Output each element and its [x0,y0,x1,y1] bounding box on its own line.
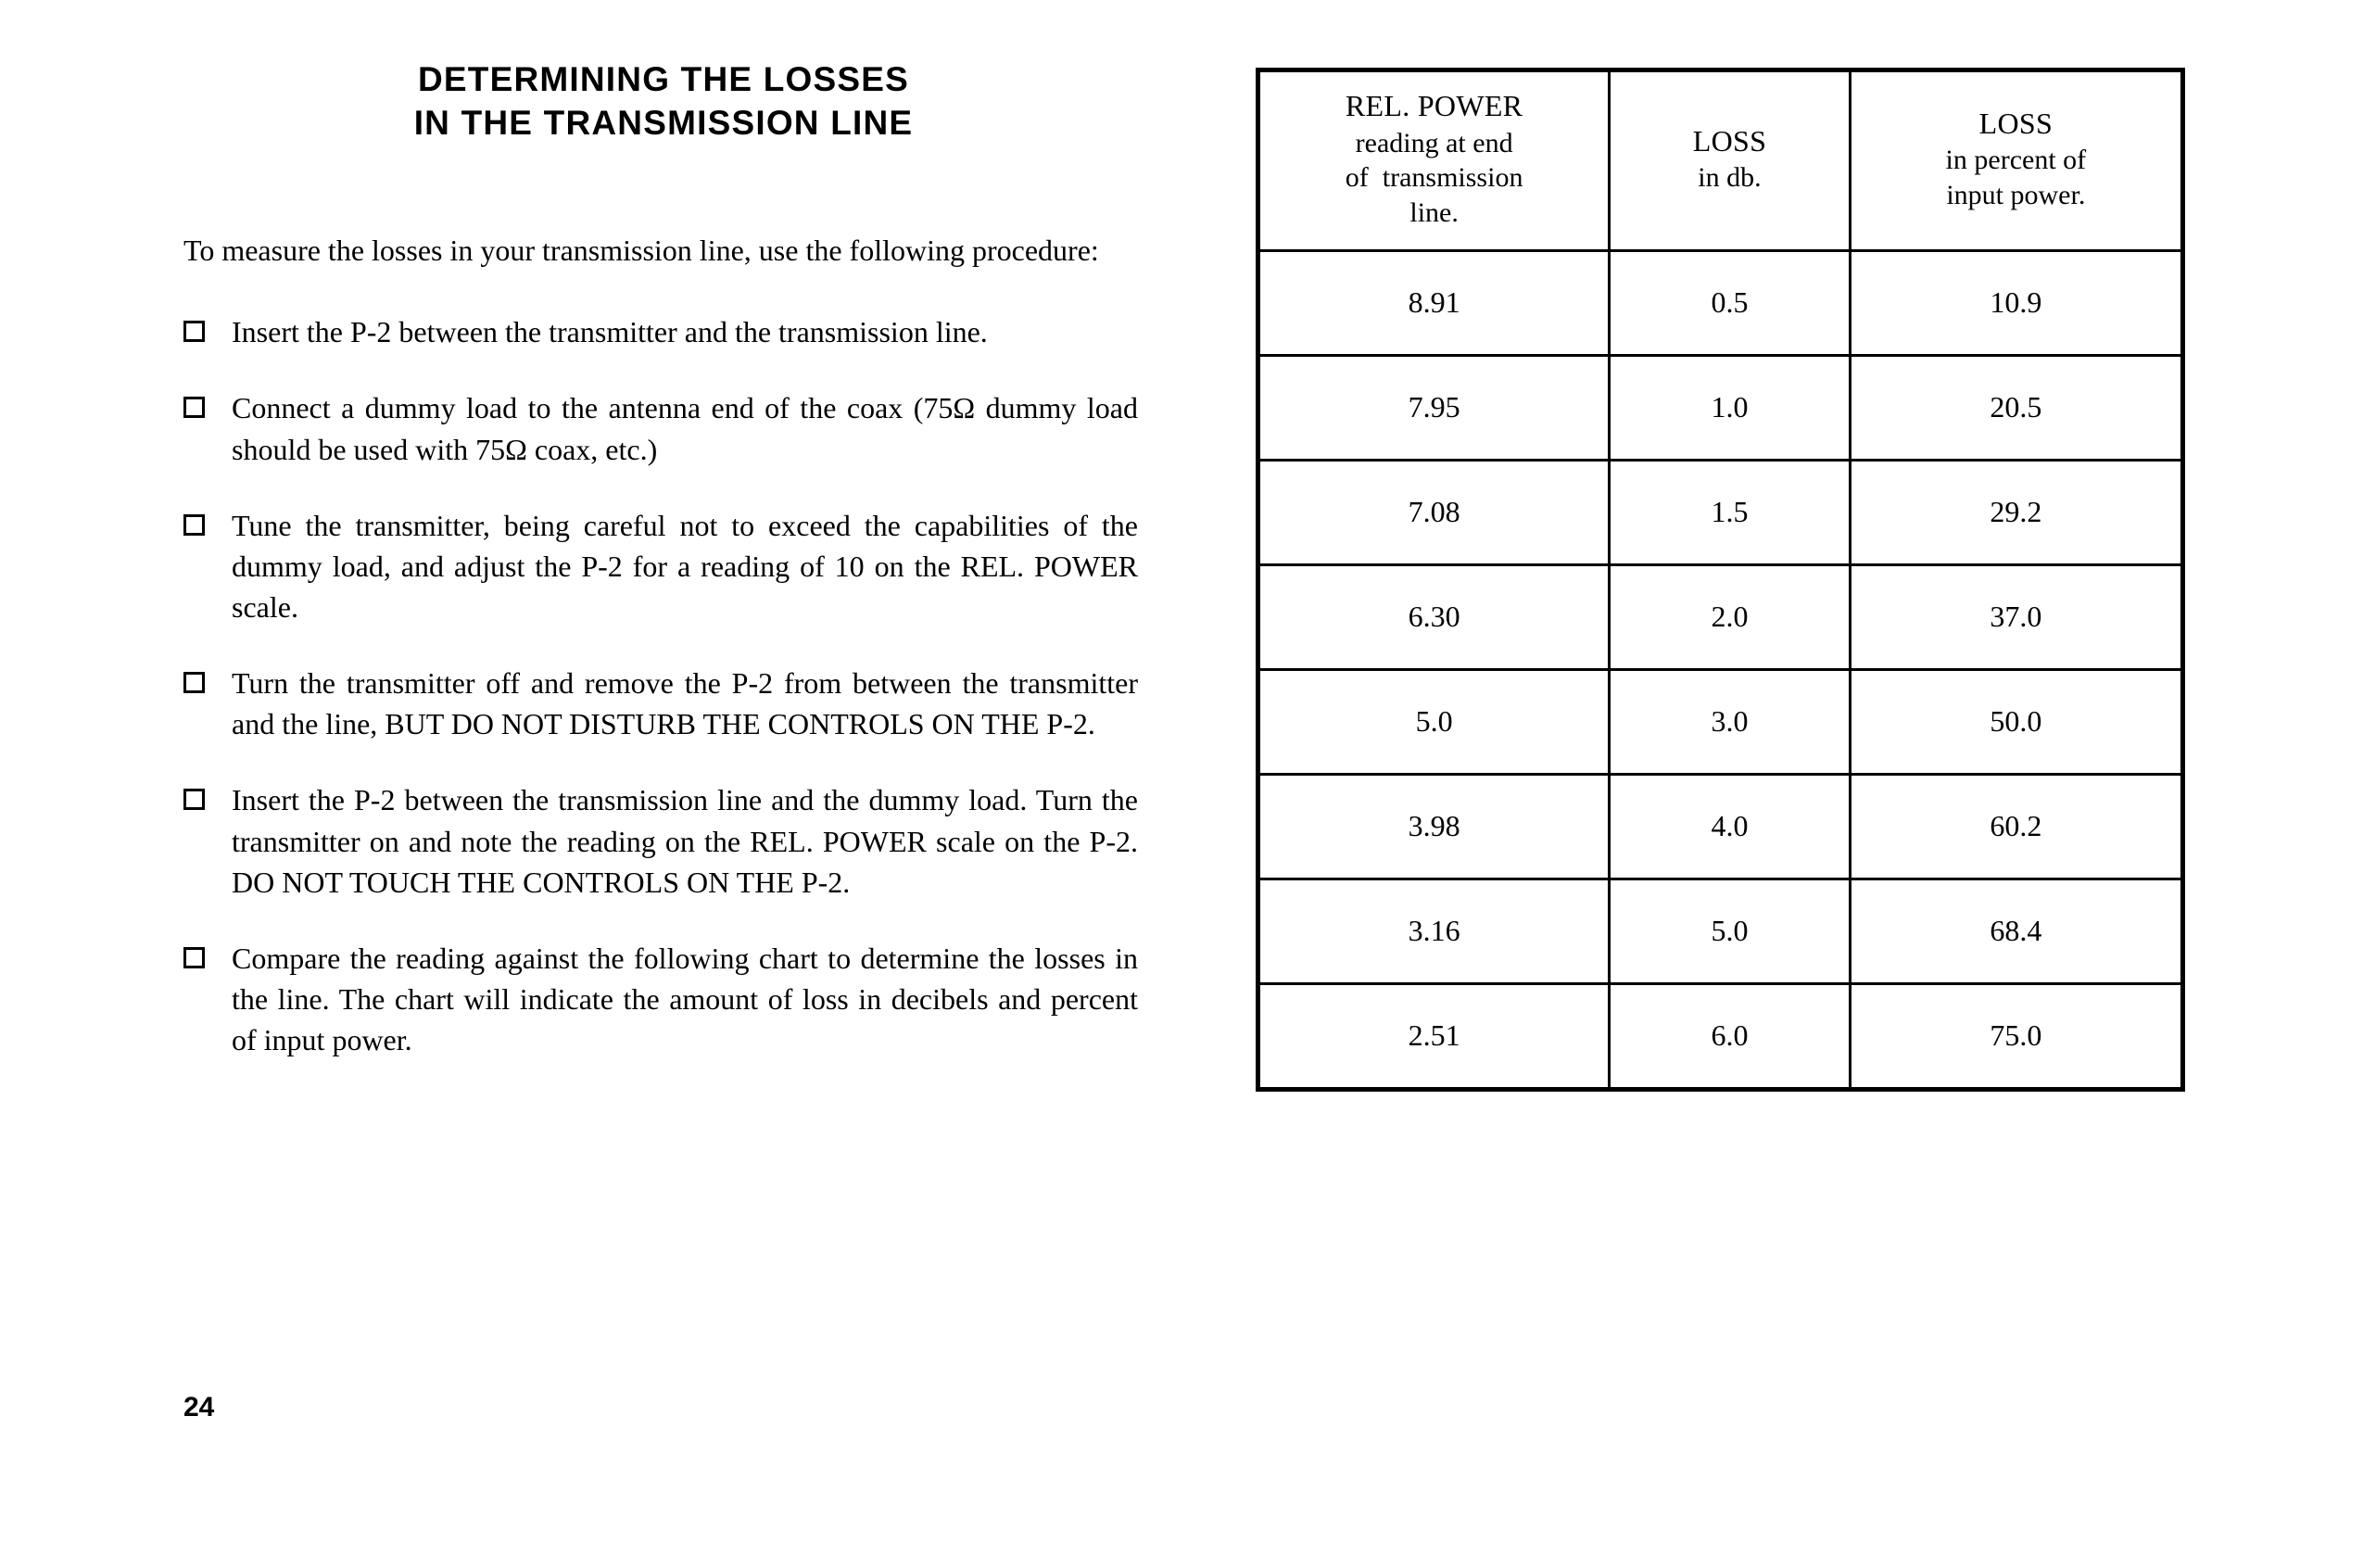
page-title [183,57,1138,145]
list-item [183,663,1138,744]
checkbox-step-4[interactable] [183,672,205,693]
loss-table [1256,68,2185,1092]
table-row [1258,774,2183,879]
cell-rel-power: 3.98 [1258,774,1610,879]
cell-loss-percent: 20.5 [1850,355,2182,460]
checkbox-step-6[interactable] [183,947,205,968]
column-header-sub-line-1: in db. [1698,162,1762,194]
column-header-main: REL. POWER [1345,89,1523,122]
list-item-label: Insert the P-2 between the transmitter and the transmission line. [232,315,988,349]
table-row [1258,460,2183,564]
intro-paragraph: To measure the losses in your transmission line, use the following procedure: [183,233,1099,267]
table-row [1258,669,2183,774]
article-body [183,57,1138,1095]
checkbox-step-1[interactable] [183,321,205,342]
cell-rel-power: 3.16 [1258,879,1610,983]
column-header-loss-db [1610,70,1850,251]
loss-chart [1256,68,2185,1092]
list-item-label: Compare the reading against the following chart to determine the losses in the line. The chart will indicate the amount of loss in decibels and percent of input power. [232,941,1138,1057]
cell-loss-percent: 29.2 [1850,460,2182,564]
checkbox-step-2[interactable] [183,397,205,418]
cell-rel-power: 5.0 [1258,669,1610,774]
cell-loss-db: 5.0 [1610,879,1850,983]
list-item [183,779,1138,902]
table-row [1258,355,2183,460]
column-header-sub-line-3: line. [1409,197,1459,229]
cell-loss-db: 1.0 [1610,355,1850,460]
checkbox-step-3[interactable] [183,514,205,536]
column-header-sub-line-2: of transmission [1345,162,1523,194]
cell-loss-percent: 75.0 [1850,983,2182,1089]
cell-rel-power: 6.30 [1258,564,1610,669]
cell-loss-percent: 10.9 [1850,250,2182,355]
list-item-label: Connect a dummy load to the antenna end of the coax (75Ω dummy load should be used with 75Ω coax, etc.) [232,391,1138,466]
procedure-list [183,311,1138,1060]
cell-loss-db: 1.5 [1610,460,1850,564]
table-row [1258,250,2183,355]
cell-rel-power: 8.91 [1258,250,1610,355]
cell-loss-percent: 68.4 [1850,879,2182,983]
cell-loss-percent: 50.0 [1850,669,2182,774]
cell-loss-percent: 60.2 [1850,774,2182,879]
cell-loss-db: 0.5 [1610,250,1850,355]
cell-loss-db: 3.0 [1610,669,1850,774]
cell-rel-power: 2.51 [1258,983,1610,1089]
list-item [183,311,1138,352]
column-header-main: LOSS [1978,106,2054,140]
column-header-sub-line-2: input power. [1946,180,2086,211]
column-header-main: LOSS [1692,123,1767,158]
cell-loss-percent: 37.0 [1850,564,2182,669]
table-row [1258,879,2183,983]
page-title-line-2: IN THE TRANSMISSION LINE [413,104,914,143]
page-title-line-1: DETERMINING THE LOSSES [417,60,910,98]
cell-rel-power: 7.95 [1258,355,1610,460]
cell-loss-db: 2.0 [1610,564,1850,669]
list-item [183,505,1138,627]
list-item [183,387,1138,469]
checkbox-step-5[interactable] [183,789,205,810]
column-header-loss-percent [1850,70,2182,251]
table-header-row [1258,70,2183,251]
column-header-sub-line-1: in percent of [1945,145,2087,176]
cell-loss-db: 6.0 [1610,983,1850,1089]
cell-rel-power: 7.08 [1258,460,1610,564]
column-header-sub-line-1: reading at end [1355,127,1513,158]
list-item-label: Turn the transmitter off and remove the P-2 from between the transmitter and the line, BUT DO NOT DISTURB THE CONTROLS ON THE P-2. [232,666,1138,741]
table-row [1258,983,2183,1089]
list-item [183,938,1138,1060]
table-row [1258,564,2183,669]
list-item-label: Tune the transmitter, being careful not to exceed the capabilities of the dummy load, and adjust the P-2 for a reading of 10 on the REL. POWER scale. [232,508,1138,625]
page-number: 24 [183,1392,215,1423]
column-header-rel-power [1258,70,1610,251]
cell-loss-db: 4.0 [1610,774,1850,879]
list-item-label: Insert the P-2 between the transmission line and the dummy load. Turn the transmitter on and note the reading on the REL. POWER scale on the P-2. DO NOT TOUCH THE CONTROLS ON THE P-2. [232,783,1138,899]
